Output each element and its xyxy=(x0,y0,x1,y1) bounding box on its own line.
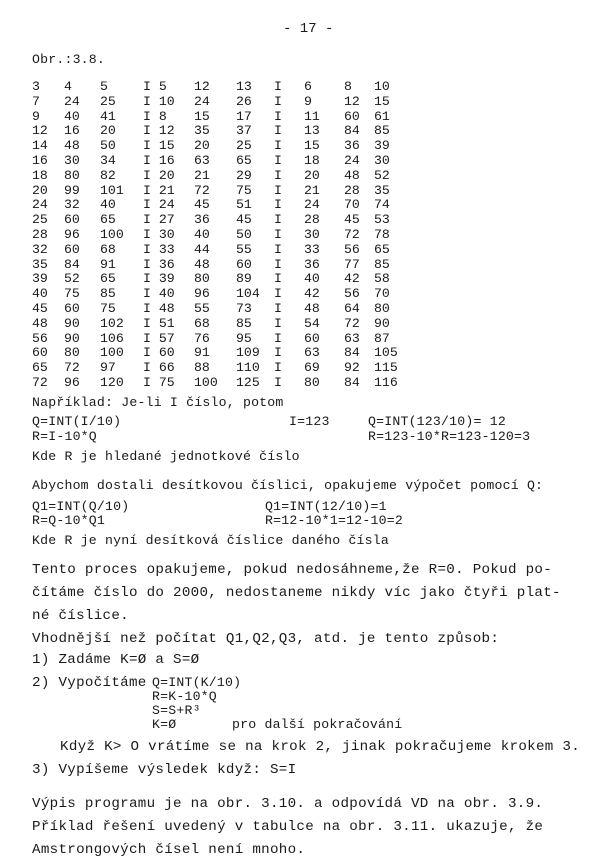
example-r: R=123-10*R=123-120=3 xyxy=(368,429,531,444)
table-cell: I 60 xyxy=(143,345,175,361)
table-cell: 78 xyxy=(374,227,390,242)
table-cell: 24 xyxy=(32,197,48,213)
table-cell: 40 xyxy=(194,227,210,242)
table-cell: I 75 xyxy=(143,375,175,390)
table-cell: 48 xyxy=(64,138,80,154)
step-2-line-3: S=S+R³ xyxy=(152,703,201,718)
table-cell: 84 xyxy=(64,256,80,272)
note-units: Kde R je hledané jednotkové číslo xyxy=(32,449,300,464)
table-cell: 65 xyxy=(100,271,116,287)
table-cell: I 57 xyxy=(143,330,175,346)
table-cell: 25 xyxy=(32,212,48,228)
table-cell: 32 xyxy=(32,241,48,257)
table-cell: 60 xyxy=(304,330,320,346)
table-cell: 30 xyxy=(64,153,80,168)
table-cell: 99 xyxy=(64,182,80,198)
table-cell: 35 xyxy=(194,123,210,139)
table-cell: 63 xyxy=(194,153,210,168)
table-cell: 9 xyxy=(304,93,312,109)
table-cell: 101 xyxy=(100,182,124,198)
table-cell: 60 xyxy=(64,212,80,228)
formula-q: Q=INT(I/10) xyxy=(32,414,122,429)
table-cell: I 51 xyxy=(143,315,175,331)
final-line-2: Příklad řešení uvedený v tabulce na obr. 3.11. ukazuje, že xyxy=(32,819,544,835)
table-cell: 34 xyxy=(100,153,116,168)
example-i: I=123 xyxy=(289,414,330,429)
method-intro: Vhodnější než počítat Q1,Q2,Q3, atd. je tento způsob: xyxy=(32,631,500,647)
table-cell: 115 xyxy=(374,360,398,376)
table-cell: I 48 xyxy=(143,301,175,316)
table-cell: 51 xyxy=(236,197,252,213)
step-1: 1) Zadáme K=Ø a S=Ø xyxy=(32,652,200,668)
table-cell: I 36 xyxy=(143,256,175,272)
table-cell: 109 xyxy=(236,345,260,361)
table-cell: 45 xyxy=(194,197,210,213)
table-cell: 48 xyxy=(194,256,210,272)
table-cell: 12 xyxy=(32,123,48,139)
table-cell: 39 xyxy=(374,138,390,154)
table-cell: I 20 xyxy=(143,167,175,183)
table-cell: 60 xyxy=(236,256,252,272)
table-cell: 87 xyxy=(374,330,390,346)
table-cell: 17 xyxy=(236,108,252,124)
table-cell: I 33 xyxy=(143,241,175,257)
table-cell: I xyxy=(274,123,282,139)
table-cell: 15 xyxy=(374,93,390,109)
table-cell: 97 xyxy=(100,360,116,376)
table-cell: 90 xyxy=(374,315,390,331)
table-cell: 3 xyxy=(32,79,40,94)
table-cell: 65 xyxy=(374,241,390,257)
table-cell: 48 xyxy=(32,315,48,331)
table-cell: 92 xyxy=(344,360,360,376)
table-cell: 36 xyxy=(194,212,210,228)
table-cell: 85 xyxy=(100,286,116,302)
table-cell: 61 xyxy=(374,108,390,124)
table-cell: 74 xyxy=(374,197,390,213)
table-cell: 15 xyxy=(194,108,210,124)
table-cell: 64 xyxy=(344,301,360,316)
example-intro: Například: Je-li I číslo, potom xyxy=(32,395,284,410)
table-cell: 68 xyxy=(194,315,210,331)
table-cell: 29 xyxy=(236,167,252,183)
table-cell: 110 xyxy=(236,360,260,376)
table-cell: 65 xyxy=(32,360,48,376)
step-2-note: pro další pokračování xyxy=(232,717,403,732)
table-cell: 36 xyxy=(304,256,320,272)
table-cell: I xyxy=(274,256,282,272)
figure-label: Obr.:3.8. xyxy=(32,52,106,67)
table-cell: 65 xyxy=(100,212,116,228)
table-cell: 63 xyxy=(304,345,320,361)
table-cell: 21 xyxy=(194,167,210,183)
table-cell: 72 xyxy=(344,315,360,331)
table-cell: I xyxy=(274,108,282,124)
table-cell: 70 xyxy=(374,286,390,302)
table-cell: 44 xyxy=(194,241,210,257)
step-2-line-4: K=Ø xyxy=(152,717,177,732)
table-cell: 72 xyxy=(194,182,210,198)
table-cell: 60 xyxy=(64,241,80,257)
table-cell: 63 xyxy=(344,330,360,346)
table-cell: 96 xyxy=(64,227,80,242)
table-cell: 91 xyxy=(194,345,210,361)
table-cell: 96 xyxy=(64,375,80,390)
table-cell: 33 xyxy=(304,241,320,257)
table-cell: 91 xyxy=(100,256,116,272)
table-cell: 60 xyxy=(344,108,360,124)
table-cell: 35 xyxy=(32,256,48,272)
table-cell: 80 xyxy=(64,345,80,361)
table-cell: 11 xyxy=(304,108,320,124)
table-cell: 15 xyxy=(304,138,320,154)
table-cell: 12 xyxy=(194,79,210,94)
formula-r1: R=Q-10*Q1 xyxy=(32,513,106,528)
tens-intro: Abychom dostali desítkovou číslici, opakujeme výpočet pomocí Q: xyxy=(32,478,544,493)
table-cell: I xyxy=(274,167,282,183)
table-cell: 85 xyxy=(374,256,390,272)
table-cell: 40 xyxy=(100,197,116,213)
table-cell: 72 xyxy=(32,375,48,390)
step-2-condition: Když K> O vrátíme se na krok 2, jinak pokračujeme krokem 3. xyxy=(60,739,581,755)
table-cell: 72 xyxy=(64,360,80,376)
table-cell: I xyxy=(274,197,282,213)
table-cell: 20 xyxy=(32,182,48,198)
final-line-1: Výpis programu je na obr. 3.10. a odpovídá VD na obr. 3.9. xyxy=(32,796,544,812)
table-cell: 80 xyxy=(374,301,390,316)
table-cell: 40 xyxy=(32,286,48,302)
table-cell: 48 xyxy=(344,167,360,183)
table-cell: 48 xyxy=(304,301,320,316)
table-cell: I xyxy=(274,360,282,376)
table-cell: I xyxy=(274,182,282,198)
table-cell: 28 xyxy=(304,212,320,228)
table-cell: 13 xyxy=(304,123,320,139)
table-cell: 16 xyxy=(64,123,80,139)
table-cell: 84 xyxy=(344,123,360,139)
table-cell: I 21 xyxy=(143,182,175,198)
table-cell: I 12 xyxy=(143,123,175,139)
table-cell: 8 xyxy=(344,79,352,94)
table-cell: 85 xyxy=(236,315,252,331)
table-cell: 116 xyxy=(374,375,398,390)
table-cell: 45 xyxy=(236,212,252,228)
table-cell: I 15 xyxy=(143,138,175,154)
table-cell: 75 xyxy=(236,182,252,198)
table-cell: 20 xyxy=(100,123,116,139)
table-cell: 42 xyxy=(304,286,320,302)
table-cell: I xyxy=(274,153,282,168)
table-cell: 73 xyxy=(236,301,252,316)
table-cell: 75 xyxy=(100,301,116,316)
table-cell: 90 xyxy=(64,315,80,331)
table-cell: 82 xyxy=(100,167,116,183)
table-cell: I 5 xyxy=(143,79,167,94)
table-cell: 75 xyxy=(64,286,80,302)
table-cell: 24 xyxy=(64,93,80,109)
note-tens: Kde R je nyní desítková číslice daného čísla xyxy=(32,533,390,548)
table-cell: I 39 xyxy=(143,271,175,287)
table-cell: 45 xyxy=(32,301,48,316)
table-cell: 4 xyxy=(64,79,72,94)
table-cell: 25 xyxy=(100,93,116,109)
paragraph-line-1: Tento proces opakujeme, pokud nedosáhneme,že R=0. Pokud po- xyxy=(32,562,553,578)
table-cell: 70 xyxy=(344,197,360,213)
table-cell: I xyxy=(274,330,282,346)
table-cell: 100 xyxy=(100,345,124,361)
table-cell: 24 xyxy=(194,93,210,109)
table-cell: 56 xyxy=(32,330,48,346)
table-cell: 55 xyxy=(236,241,252,257)
table-cell: 88 xyxy=(194,360,210,376)
table-cell: I 8 xyxy=(143,108,167,124)
table-cell: 125 xyxy=(236,375,260,390)
table-cell: I xyxy=(274,301,282,316)
table-cell: 102 xyxy=(100,315,124,331)
table-cell: 104 xyxy=(236,286,260,302)
table-cell: 24 xyxy=(344,153,360,168)
table-cell: 40 xyxy=(304,271,320,287)
table-cell: 39 xyxy=(32,271,48,287)
table-cell: 41 xyxy=(100,108,116,124)
table-cell: 52 xyxy=(374,167,390,183)
table-cell: 100 xyxy=(100,227,124,242)
table-cell: 77 xyxy=(344,256,360,272)
table-cell: 28 xyxy=(32,227,48,242)
step-2-label: 2) Vypočítáme xyxy=(32,675,147,691)
table-cell: 95 xyxy=(236,330,252,346)
table-cell: 28 xyxy=(344,182,360,198)
table-cell: 72 xyxy=(344,227,360,242)
table-cell: 56 xyxy=(344,241,360,257)
table-cell: 53 xyxy=(374,212,390,228)
table-cell: 58 xyxy=(374,271,390,287)
table-cell: 12 xyxy=(344,93,360,109)
table-cell: I xyxy=(274,345,282,361)
step-2-line-1: Q=INT(K/10) xyxy=(152,675,242,690)
step-3: 3) Vypíšeme výsledek když: S=I xyxy=(32,762,297,778)
table-cell: 35 xyxy=(374,182,390,198)
table-cell: 65 xyxy=(236,153,252,168)
table-cell: 30 xyxy=(304,227,320,242)
table-cell: 84 xyxy=(344,345,360,361)
table-cell: I xyxy=(274,286,282,302)
table-cell: 80 xyxy=(64,167,80,183)
formula-r: R=I-10*Q xyxy=(32,429,97,444)
table-cell: I xyxy=(274,375,282,390)
table-cell: 36 xyxy=(344,138,360,154)
table-cell: 54 xyxy=(304,315,320,331)
table-cell: I xyxy=(274,138,282,154)
table-cell: 56 xyxy=(344,286,360,302)
table-cell: 89 xyxy=(236,271,252,287)
table-cell: I 66 xyxy=(143,360,175,376)
table-cell: 100 xyxy=(194,375,218,390)
table-cell: I xyxy=(274,212,282,228)
example-r1: R=12-10*1=12-10=2 xyxy=(265,513,403,528)
table-cell: 14 xyxy=(32,138,48,154)
table-cell: 7 xyxy=(32,93,40,109)
page-number: - 17 - xyxy=(283,21,334,37)
table-cell: I 27 xyxy=(143,212,175,228)
table-cell: I xyxy=(274,241,282,257)
table-cell: 50 xyxy=(100,138,116,154)
table-cell: 5 xyxy=(100,79,108,94)
example-q1: Q1=INT(12/10)=1 xyxy=(265,499,387,514)
table-cell: 106 xyxy=(100,330,124,346)
table-cell: 45 xyxy=(344,212,360,228)
table-cell: 90 xyxy=(64,330,80,346)
table-cell: 16 xyxy=(32,153,48,168)
table-cell: 13 xyxy=(236,79,252,94)
table-cell: 60 xyxy=(32,345,48,361)
table-cell: 37 xyxy=(236,123,252,139)
table-cell: 80 xyxy=(304,375,320,390)
table-cell: 20 xyxy=(304,167,320,183)
table-cell: 32 xyxy=(64,197,80,213)
table-cell: I xyxy=(274,79,282,94)
table-cell: 50 xyxy=(236,227,252,242)
table-cell: 30 xyxy=(374,153,390,168)
paragraph-line-2: čítáme číslo do 2000, nedostaneme nikdy víc jako čtyři plat- xyxy=(32,585,561,601)
table-cell: I xyxy=(274,315,282,331)
table-cell: 26 xyxy=(236,93,252,109)
table-cell: 96 xyxy=(194,286,210,302)
table-cell: I xyxy=(274,271,282,287)
table-cell: 6 xyxy=(304,79,312,94)
table-cell: 25 xyxy=(236,138,252,154)
table-cell: 76 xyxy=(194,330,210,346)
final-line-3: Amstrongových čísel není mnoho. xyxy=(32,842,306,858)
table-cell: 84 xyxy=(344,375,360,390)
table-cell: I 30 xyxy=(143,227,175,242)
table-cell: 21 xyxy=(304,182,320,198)
table-cell: 40 xyxy=(64,108,80,124)
step-2-line-2: R=K-10*Q xyxy=(152,689,217,704)
table-cell: 18 xyxy=(32,167,48,183)
table-cell: 85 xyxy=(374,123,390,139)
table-cell: 42 xyxy=(344,271,360,287)
table-cell: 18 xyxy=(304,153,320,168)
table-cell: 68 xyxy=(100,241,116,257)
table-cell: I 10 xyxy=(143,93,175,109)
table-cell: 69 xyxy=(304,360,320,376)
table-cell: I xyxy=(274,93,282,109)
paragraph-line-3: né číslice. xyxy=(32,608,129,624)
example-q: Q=INT(123/10)= 12 xyxy=(368,414,506,429)
table-cell: 24 xyxy=(304,197,320,213)
table-cell: 52 xyxy=(64,271,80,287)
table-cell: 20 xyxy=(194,138,210,154)
table-cell: 9 xyxy=(32,108,40,124)
table-cell: 10 xyxy=(374,79,390,94)
table-cell: 105 xyxy=(374,345,398,361)
table-cell: 80 xyxy=(194,271,210,287)
table-cell: 120 xyxy=(100,375,124,390)
table-cell: I xyxy=(274,227,282,242)
table-cell: 60 xyxy=(64,301,80,316)
table-cell: 55 xyxy=(194,301,210,316)
formula-q1: Q1=INT(Q/10) xyxy=(32,499,130,514)
table-cell: I 24 xyxy=(143,197,175,213)
table-cell: I 16 xyxy=(143,153,175,168)
table-cell: I 40 xyxy=(143,286,175,302)
